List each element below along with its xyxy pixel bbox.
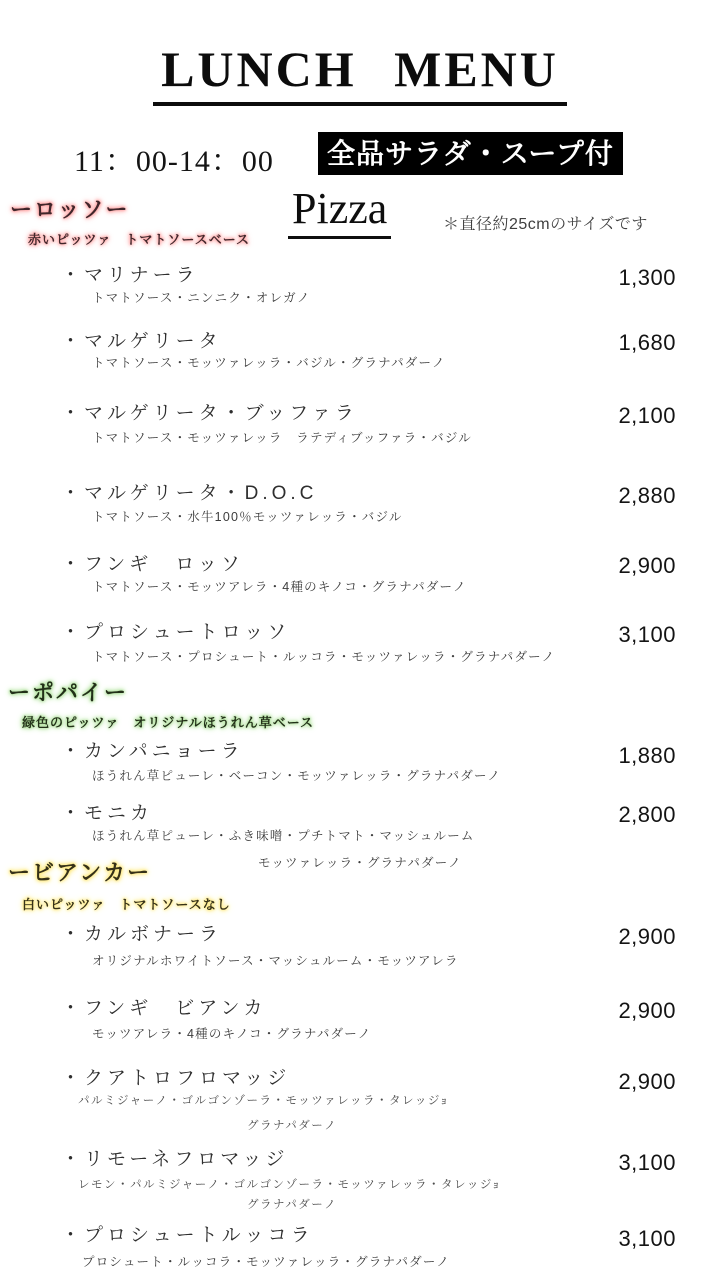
item-description: トマトソース・モッツァレッラ・バジル・グラナパダーノ [92, 356, 446, 370]
item-name: ・マルゲリータ・D.O.C [61, 483, 318, 504]
item-description: ほうれん草ピューレ・ふき味噌・プチトマト・マッシュルーム [92, 829, 475, 843]
item-price: 2,880 [618, 483, 676, 508]
item-price: 2,900 [618, 924, 676, 949]
page-title: LUNCH MENU [153, 40, 567, 106]
item-name: ・フンギ ビアンカ [61, 998, 267, 1019]
item-price: 2,100 [618, 403, 676, 428]
item-name: ・リモーネフロマッジ [61, 1149, 289, 1170]
item-description-line2: グラナパダーノ [247, 1120, 338, 1132]
section-heading-popeye: ーポパイー [8, 680, 129, 705]
item-name: ・マルゲリータ・ブッファラ [61, 403, 358, 424]
item-price: 2,900 [618, 553, 676, 578]
item-price: 2,900 [618, 998, 676, 1023]
item-description: トマトソース・水牛100％モッツァレッラ・バジル [92, 510, 403, 524]
item-price: 2,900 [618, 1069, 676, 1094]
item-description: モッツアレラ・4種のキノコ・グラナパダーノ [92, 1027, 372, 1041]
item-price: 3,100 [618, 622, 676, 647]
item-price: 1,880 [618, 743, 676, 768]
item-name: ・カルボナーラ [61, 924, 223, 945]
item-description: トマトソース・ニンニク・オレガノ [92, 291, 311, 305]
item-description: トマトソース・モッツァレッラ ラテディブッファラ・バジル [92, 431, 472, 445]
section-subtitle-rosso: 赤いピッツァ トマトソースベース [28, 232, 251, 247]
section-heading-bianca: ービアンカー [8, 860, 152, 885]
item-description-line2: グラナパダーノ [247, 1199, 338, 1211]
item-price: 1,680 [618, 330, 676, 355]
item-name: ・クアトロフロマッジ [61, 1068, 291, 1089]
item-description-line2: モッツァレッラ・グラナパダーノ [258, 856, 462, 870]
category-title-wrap [288, 183, 391, 239]
item-name: ・モニカ [61, 803, 154, 824]
item-description: トマトソース・プロシュート・ルッコラ・モッツァレッラ・グラナパダーノ [92, 650, 556, 664]
item-name: ・プロシュートルッコラ [61, 1225, 314, 1246]
item-description: パルミジャーノ・ゴルゴンゾーラ・モッツァレッラ・タレッジｮ [78, 1095, 449, 1107]
item-price: 1,300 [618, 265, 676, 290]
item-description: ほうれん草ピューレ・ベーコン・モッツァレッラ・グラナパダーノ [92, 769, 502, 783]
item-name: ・マリナーラ [61, 265, 199, 286]
section-subtitle-bianca: 白いピッツァ トマトソースなし [22, 897, 231, 912]
included-sides-badge: 全品サラダ・スープ付 [318, 132, 623, 175]
item-name: ・カンパニョーラ [61, 741, 244, 762]
item-description: レモン・パルミジャーノ・ゴルゴンゾーラ・モッツァレッラ・タレッジｮ [78, 1179, 501, 1191]
section-subtitle-popeye: 緑色のピッツァ オリジナルほうれん草ベース [22, 715, 315, 730]
item-price: 2,800 [618, 802, 676, 827]
item-price: 3,100 [618, 1150, 676, 1175]
pizza-size-note: ＊直径約25cmのサイズです [443, 216, 648, 233]
opening-hours: 11：00-14：00 [74, 145, 274, 178]
section-heading-rosso: ーロッソー [10, 197, 130, 222]
item-description: プロシュート・ルッコラ・モッツァレッラ・グラナパダーノ [82, 1255, 451, 1269]
item-price: 3,100 [618, 1226, 676, 1251]
item-name: ・マルゲリータ [61, 331, 222, 352]
item-description: トマトソース・モッツアレラ・4種のキノコ・グラナパダーノ [92, 580, 467, 594]
category-title: Pizza [288, 183, 391, 239]
item-name: ・プロシュートロッソ [61, 622, 291, 643]
item-description: オリジナルホワイトソース・マッシュルーム・モッツアレラ [92, 954, 459, 968]
title-wrap [0, 40, 720, 106]
item-name: ・フンギ ロッソ [61, 554, 244, 575]
